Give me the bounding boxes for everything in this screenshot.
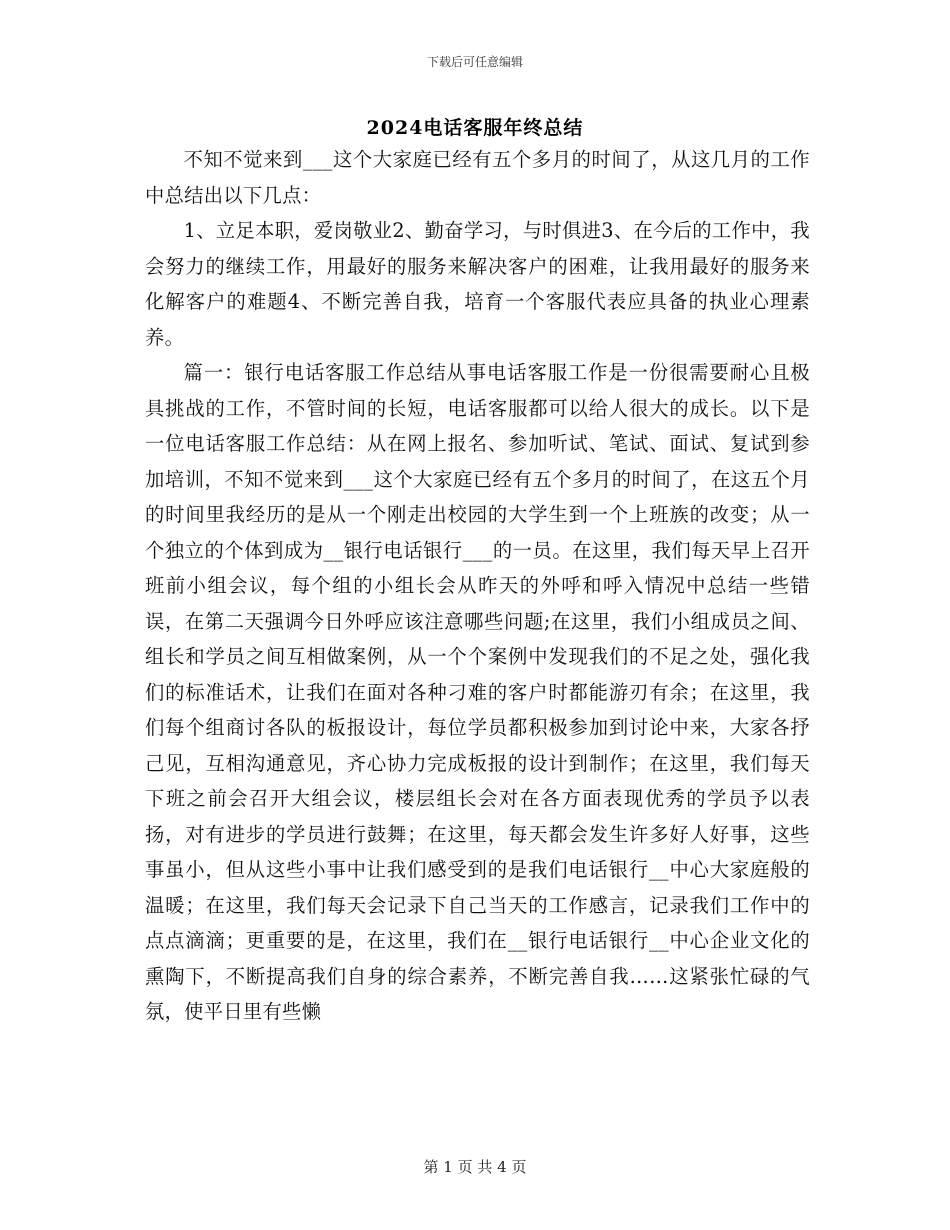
paragraph-article-one: 篇一：银行电话客服工作总结从事电话客服工作是一份很需要耐心且极具挑战的工作，不管时间的长短，电话客服都可以给人很大的成长。以下是一位电话客服工作总结：从在网上报名、参加听试、笔试、面试、复试到参加培训，不知不觉来到___这个大家庭已经有五个多月的时间了，在这五个月的时间里我经历的是从一个刚走出校园的大学生到一个上班族的改变；从一个独立的个体到成为__银行电话银行___的一员。在这里，我们每天早上召开班前小组会议，每个组的小组长会从昨天的外呼和呼入情况中总结一些错误，在第二天强调今日外呼应该注意哪些问题;在这里，我们小组成员之间、组长和学员之间互相做案例，从一个个案例中发现我们的不足之处，强化我们的标准话术，让我们在面对各种刁难的客户时都能游刃有余；在这里，我们每个组商讨各队的板报设计，每位学员都积极参加到讨论中来，大家各抒己见，互相沟通意见，齐心协力完成板报的设计到制作；在这里，我们每天下班之前会召开大组会议，楼层组长会对在各方面表现优秀的学员予以表扬，对有进步的学员进行鼓舞；在这里，每天都会发生许多好人好事，这些事虽小，但从这些小事中让我们感受到的是我们电话银行__中心大家庭般的温暖；在这里，我们每天会记录下自己当天的工作感言，记录我们工作中的点点滴滴；更重要的是，在这里，我们在__银行电话银行__中心企业文化的熏陶下，不断提高我们自身的综合素养，不断完善自我……这紧张忙碌的气氛，使平日里有些懒	[145, 361, 810, 1023]
document-title: 2024电话客服年终总结	[366, 117, 584, 139]
header-note: 下载后可任意编辑	[426, 55, 523, 69]
document-body	[145, 142, 810, 1030]
paragraph-points: 1、立足本职，爱岗敬业2、勤奋学习，与时俱进3、在今后的工作中，我会努力的继续工作，用最好的服务来解决客户的困难，让我用最好的服务来化解客户的难题4、不断完善自我，培育一个客服代表应具备的执业心理素养。	[145, 219, 810, 349]
page-number: 第 1 页 共 4 页	[423, 1158, 527, 1176]
paragraph-intro: 不知不觉来到___这个大家庭已经有五个多月的时间了，从这几月的工作中总结出以下几点：	[145, 148, 810, 207]
